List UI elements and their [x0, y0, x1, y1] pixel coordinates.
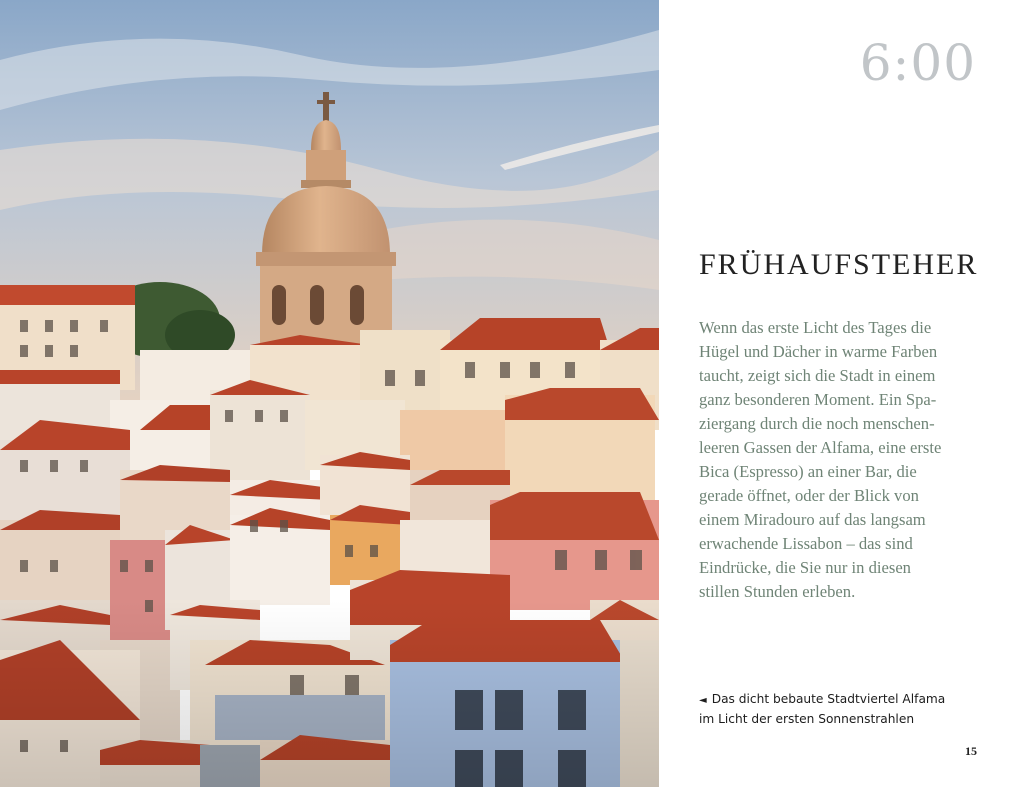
section-heading: FRÜHAUFSTEHER: [699, 248, 979, 281]
body-line: ganz besonderen Moment. Ein Spa-: [699, 390, 937, 409]
photo-caption: [699, 690, 989, 729]
body-paragraph: [699, 316, 989, 604]
body-line: Bica (Espresso) an einer Bar, die: [699, 462, 917, 481]
body-line: erwachende Lissabon – das sind: [699, 534, 913, 553]
body-line: Wenn das erste Licht des Tages die: [699, 318, 932, 337]
body-line: stillen Stunden erleben.: [699, 582, 856, 601]
body-line: Hügel und Dächer in warme Farben: [699, 342, 938, 361]
body-line: taucht, zeigt sich die Stadt in einem: [699, 366, 936, 385]
caption-line-2: im Licht der ersten Sonnenstrahlen: [699, 712, 915, 726]
body-line: leeren Gassen der Alfama, eine erste: [699, 438, 942, 457]
page-number: 15: [965, 744, 977, 758]
body-line: Eindrücke, die Sie nur in diesen: [699, 558, 911, 577]
time-label: 6:00: [859, 34, 976, 92]
caption-line-1: [699, 690, 989, 710]
left-arrow-icon: ◄: [699, 695, 707, 706]
caption-text-1: Das dicht bebaute Stadtviertel Alfama: [711, 692, 946, 706]
body-line: gerade öffnet, oder der Blick von: [699, 486, 919, 505]
body-line: ziergang durch die noch menschen-: [699, 414, 935, 433]
body-line: einem Miradouro auf das langsam: [699, 510, 926, 529]
